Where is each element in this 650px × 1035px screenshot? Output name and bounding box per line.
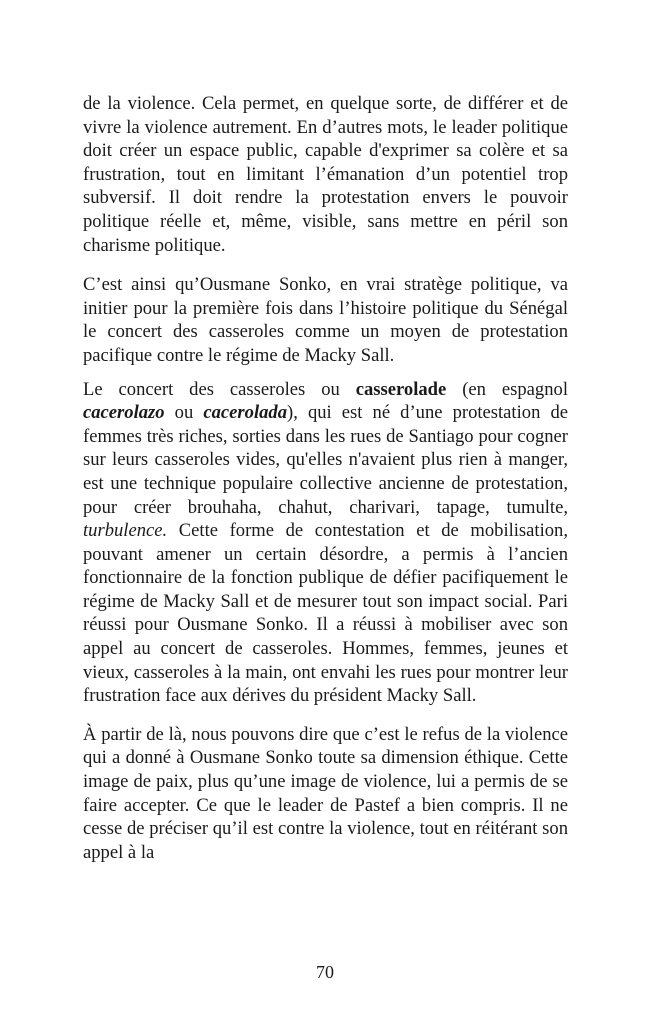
- term-cacerolada: cacerolada: [203, 402, 288, 424]
- paragraph-4: [83, 723, 568, 865]
- paragraph-3-text-b: (en espagnol: [446, 378, 568, 400]
- paragraph-2: [83, 273, 568, 367]
- paragraph-4-text: À partir de là, nous pouvons dire que c’est le refus de la violence qui a donné à Ousmane Sonko toute sa dimension éthique. Cette image de paix, plus qu’une image de violence, lui a permis de se faire accepter. Ce que le leader de Pastef a bien compris. Il ne cesse de préciser qu’il est contre la violence, tout en réitérant son appel à la: [83, 723, 568, 863]
- paragraph-3-text-e: Cette forme de contestation et de mobilisation, pouvant amener un certain désordre, a permis à l’ancien fonctionnaire de la fonction publique de défier pacifiquement le régime de Macky Sall et de mesurer tout son impact social. Pari réussi pour Ousmane Sonko. Il a réussi à mobiliser avec son appel au concert de casseroles. Hommes, femmes, jeunes et vieux, casseroles à la main, ont envahi les rues pour montrer leur frustration face aux dérives du président Macky Sall.: [83, 520, 568, 707]
- term-casserolade: casserolade: [355, 378, 447, 400]
- paragraph-3: [83, 378, 568, 708]
- paragraph-2-text: C’est ainsi qu’Ousmane Sonko, en vrai stratège politique, va initier pour la première fois dans l’histoire politique du Sénégal le concert des casseroles comme un moyen de protestation pacifique contre le régime de Macky Sall.: [83, 274, 568, 366]
- paragraph-1: [83, 92, 568, 257]
- paragraph-3-text-c: ou: [164, 402, 204, 424]
- paragraph-3-text-d: ), qui est né d’une protestation de femmes très riches, sorties dans les rues de Santiago pour cogner sur leurs casseroles vides, qu'elles n'avaient plus rien à manger, est une technique populaire collective ancienne de protestation, pour créer brouhaha, chahut, charivari, tapage, tumulte,: [83, 402, 568, 518]
- page-number: 70: [316, 962, 334, 982]
- page-body: [83, 92, 568, 864]
- term-turbulence: turbulence.: [83, 520, 168, 542]
- paragraph-3-text-a: Le concert des casseroles ou: [83, 378, 356, 400]
- paragraph-1-text: de la violence. Cela permet, en quelque sorte, de différer et de vivre la violence autrement. En d’autres mots, le leader politique doit créer un espace public, capable d'exprimer sa colère et sa frustration, tout en limitant l’émanation d’un potentiel trop subversif. Il doit rendre la protestation envers le pouvoir politique réelle et, même, visible, sans mettre en péril son charisme politique.: [83, 93, 568, 256]
- term-cacerolazo: cacerolazo: [83, 402, 165, 424]
